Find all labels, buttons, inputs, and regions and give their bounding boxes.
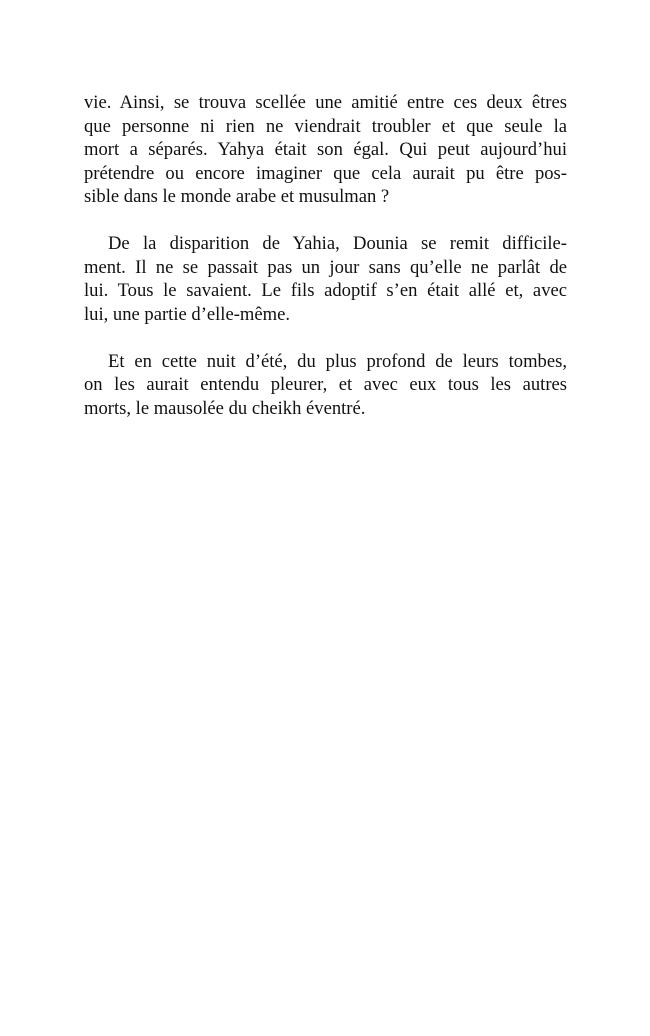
body-text [84, 91, 567, 420]
text-line: De la disparition de Yahia, Dounia se remit difficile- [108, 233, 567, 254]
text-line: morts, le mausolée du cheikh éventré. [84, 397, 366, 419]
text-line: mort a séparés. Yahya était son égal. Qui peut aujourd’hui [84, 139, 567, 160]
text-line: vie. Ainsi, se trouva scellée une amitié entre ces deux êtres [84, 92, 567, 113]
paragraph-2 [84, 232, 567, 326]
paragraph-1 [84, 91, 567, 209]
text-line: on les aurait entendu pleurer, et avec eux tous les autres [84, 374, 567, 395]
text-line: Et en cette nuit d’été, du plus profond de leurs tombes, [108, 350, 567, 372]
text-line: lui. Tous le savaient. Le fils adoptif s’en était allé et, avec [84, 280, 567, 301]
text-line: que personne ni rien ne viendrait troubler et que seule la [84, 115, 567, 137]
paragraph-3 [84, 350, 567, 421]
text-line: lui, une partie d’elle-même. [84, 303, 290, 325]
text-line: ment. Il ne se passait pas un jour sans qu’elle ne parlât de [84, 256, 567, 278]
text-line: sible dans le monde arabe et musulman ? [84, 186, 390, 207]
text-line: prétendre ou encore imaginer que cela aurait pu être pos- [84, 162, 567, 184]
